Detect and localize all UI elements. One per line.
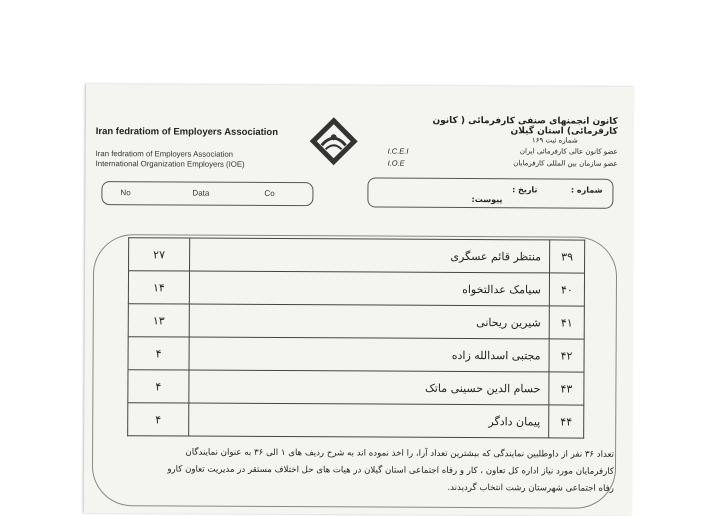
english-org-sub2: International Organization Employers (IOE) (95, 159, 245, 169)
candidate-name: پیمان دادگر (189, 403, 549, 438)
table-row (129, 238, 585, 273)
reference-box-persian (367, 177, 613, 208)
persian-org-title: کانون انجمنهای صنفی کارفرمائی ( کانون کارفرمائی) استان گیلان (432, 115, 618, 137)
candidate-name: منتظر قائم عسگری (190, 238, 550, 273)
organization-logo-icon (308, 115, 360, 167)
english-org-title: Iran fedratiom of Employers Association (95, 126, 279, 139)
row-number: ۴۴ (549, 405, 584, 438)
row-number: ۴۲ (549, 339, 584, 372)
table-row (128, 403, 584, 438)
row-number: ۴۱ (549, 306, 584, 339)
vote-count: ۱۴ (128, 271, 189, 304)
candidate-name: شیرین ریحانی (189, 304, 549, 339)
persian-header (388, 116, 618, 169)
member-ioe-label: عضو سازمان بین المللی کارفرمایان (513, 159, 618, 168)
letter-page (84, 84, 634, 516)
table-row (128, 271, 584, 306)
vote-count: ۴ (128, 337, 189, 370)
footer-paragraph (124, 444, 614, 498)
ref-date-label: Data (192, 188, 210, 198)
reference-box-english (101, 181, 313, 206)
registration-number: شماره ثبت ۱۶۹ (531, 136, 578, 145)
footer-line-1: تعداد ۳۶ نفر از داوطلبین نمایندگی که بیشترین تعداد آرا، را اخذ نموده اند به شرح ردیف های ۱ الی ۳۶ به عنوان نمایندگان (185, 447, 615, 460)
member-icei-abbr: I.C.E.I (387, 146, 409, 156)
english-header (96, 126, 316, 170)
row-number: ۳۹ (550, 240, 585, 273)
candidate-name: سیامک عدالتخواه (189, 271, 549, 306)
vote-count: ۴ (128, 403, 189, 436)
table-row (128, 304, 584, 339)
table-row (128, 337, 584, 372)
ref-number-label: شماره : (570, 185, 603, 195)
ref-no-label: No (120, 188, 131, 198)
candidate-table (127, 237, 585, 438)
candidate-name: حسام الدین حسینی ماتک (189, 370, 549, 405)
english-org-sub1: Iran fedratiom of Employers Association (95, 149, 234, 159)
member-ioe-abbr: I.O.E (387, 158, 405, 168)
footer-line-2: کارفرمایان مورد نیاز اداره کل تعاون ، کار و رفاه اجتماعی استان گیلان در هیات های حل اختلاف مستقر در مدیریت تعاون کارو (167, 464, 615, 477)
row-number: ۴۰ (549, 273, 584, 306)
ref-date-label-fa: تاریخ : (512, 185, 538, 195)
candidate-name: مجتبی اسدالله زاده (189, 337, 549, 372)
ref-attach-label: پیوست: (471, 195, 503, 205)
member-icei-label: عضو کانون عالی کارفرمائی ایران (519, 147, 618, 156)
vote-count: ۲۷ (129, 238, 190, 271)
vote-count: ۱۳ (128, 304, 189, 337)
footer-line-3: رفاه اجتماعی شهرستان رشت انتخاب گردیدند. (447, 482, 614, 494)
ref-co-label: Co (264, 188, 275, 198)
row-number: ۴۳ (549, 372, 584, 405)
table-row (128, 370, 584, 405)
vote-count: ۴ (128, 370, 189, 403)
